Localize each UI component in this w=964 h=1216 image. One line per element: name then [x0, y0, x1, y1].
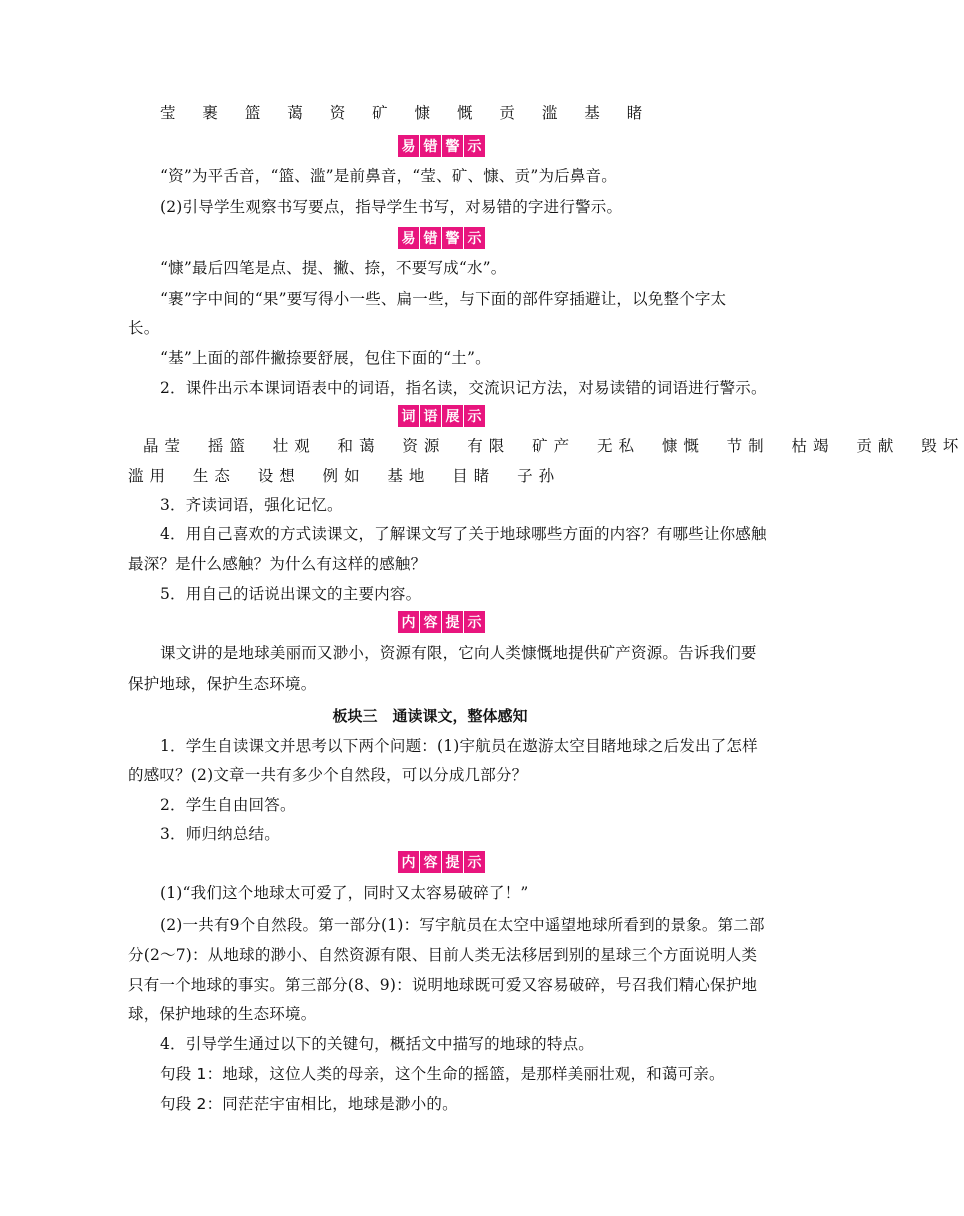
sentence-label: 句段 1： — [160, 1065, 223, 1083]
text-line: (2)引导学生观察书写要点，指导学生书写，对易错的字进行警示。 — [160, 198, 623, 216]
sentence-text: 同茫茫宇宙相比，地球是渺小的。 — [222, 1095, 458, 1113]
text-line: 2．课件出示本课词语表中的词语，指名读，交流识记方法，对易读错的词语进行警示。 — [160, 379, 767, 397]
text-line: “慷”最后四笔是点、提、撇、捺，不要写成“水”。 — [160, 259, 507, 277]
badge-neirong-2: 内 容 提 示 — [398, 851, 485, 873]
sentence-text: 地球，这位人类的母亲，这个生命的摇篮，是那样美丽壮观，和蔼可亲。 — [222, 1065, 725, 1083]
word-list: 晶莹 摇篮 壮观 和蔼 资源 有限 矿产 无私 慷慨 节制 枯竭 贡献 毁坏 — [143, 437, 964, 455]
text-line: “裹”字中间的“果”要写得小一些、扁一些，与下面的部件穿插避让，以免整个字太 — [160, 290, 727, 308]
badge-yicuo-1: 易 错 警 示 — [398, 135, 485, 157]
badge-yicuo-2: 易 错 警 示 — [398, 227, 485, 249]
text-line: 4．引导学生通过以下的关键句，概括文中描写的地球的特点。 — [160, 1035, 594, 1053]
badge-ciyu: 词 语 展 示 — [398, 405, 485, 427]
text-line: 分(2～7)：从地球的渺小、自然资源有限、目前人类无法移居到别的星球三个方面说明人类 — [128, 946, 758, 964]
text-line: (2)一共有9个自然段。第一部分(1)：写宇航员在太空中遥望地球所看到的景象。第二部 — [160, 916, 765, 934]
char-list: 莹 裹 篮 蔼 资 矿 慷 慨 贡 滥 基 睹 — [160, 104, 654, 122]
sentence-1 — [160, 1064, 725, 1084]
text-line: 3．齐读词语，强化记忆。 — [160, 496, 343, 514]
text-line: 长。 — [128, 319, 160, 337]
text-line: 5．用自己的话说出课文的主要内容。 — [160, 585, 422, 603]
text-line: 只有一个地球的事实。第三部分(8、9)：说明地球既可爱又容易破碎，号召我们精心保护地 — [128, 976, 758, 994]
text-line: 2．学生自由回答。 — [160, 796, 296, 814]
section-heading: 板块三 通读课文，整体感知 — [332, 707, 528, 725]
text-line: 的感叹？(2)文章一共有多少个自然段，可以分成几部分？ — [128, 766, 528, 784]
text-line: 4．用自己喜欢的方式读课文，了解课文写了关于地球哪些方面的内容？有哪些让你感触 — [160, 525, 767, 543]
sentence-label: 句段 2： — [160, 1095, 223, 1113]
text-line: 球，保护地球的生态环境。 — [128, 1005, 317, 1023]
text-line: (1)“我们这个地球太可爱了，同时又太容易破碎了！” — [160, 884, 529, 902]
text-line: 1．学生自读课文并思考以下两个问题：(1)宇航员在遨游太空目睹地球之后发出了怎样 — [160, 737, 758, 755]
text-line: 保护地球，保护生态环境。 — [128, 675, 317, 693]
sentence-2 — [160, 1094, 458, 1114]
text-line: 课文讲的是地球美丽而又渺小，资源有限，它向人类慷慨地提供矿产资源。告诉我们要 — [160, 644, 757, 662]
text-line: “资”为平舌音，“篮、滥”是前鼻音，“莹、矿、慷、贡”为后鼻音。 — [160, 167, 617, 185]
badge-neirong-1: 内 容 提 示 — [398, 611, 485, 633]
text-line: 最深？是什么感触？为什么有这样的感触？ — [128, 555, 427, 573]
text-line: 3．师归纳总结。 — [160, 825, 280, 843]
word-list: 滥用 生态 设想 例如 基地 目睹 子孙 — [128, 467, 561, 485]
text-line: “基”上面的部件撇捺要舒展，包住下面的“土”。 — [160, 349, 491, 367]
